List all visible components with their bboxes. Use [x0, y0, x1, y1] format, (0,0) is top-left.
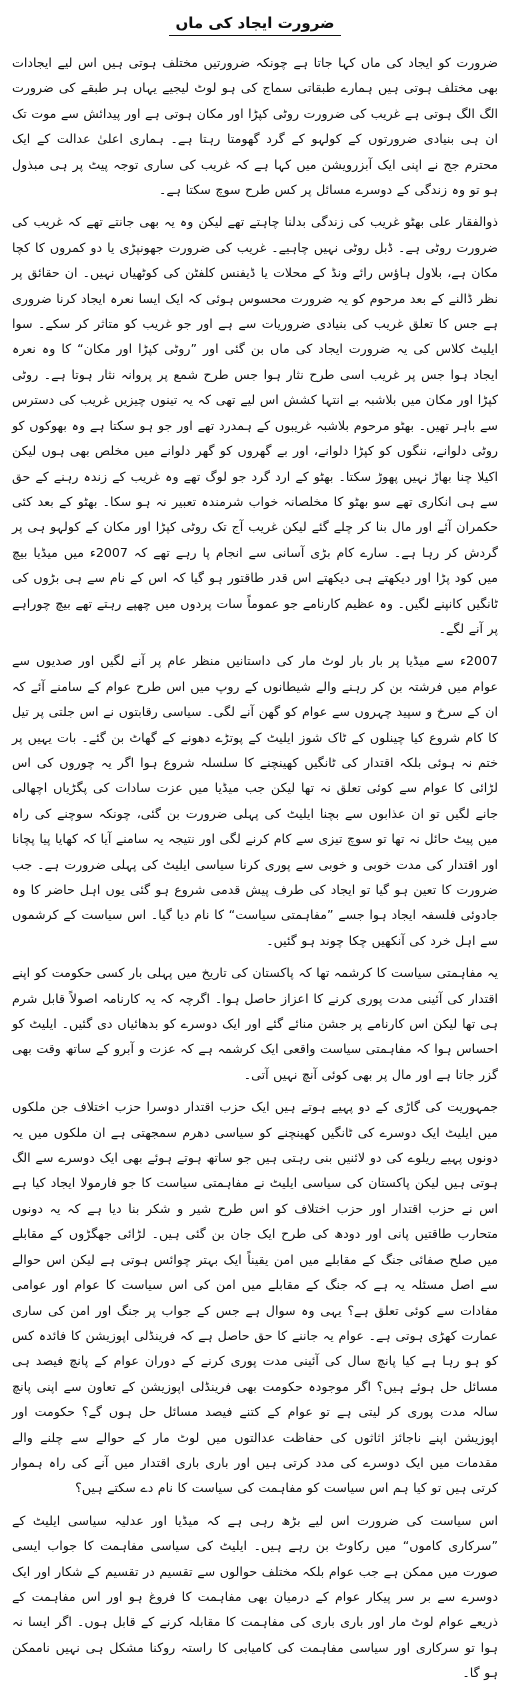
- article-title-text: ضرورت ایجاد کی ماں: [169, 12, 340, 36]
- article-paragraph-1: ضرورت کو ایجاد کی ماں کہا جاتا ہے چونکہ ضرورتیں مختلف ہوتی ہیں اس لیے ایجادات بھی مختلف ہوتی ہیں ہمارے طبقاتی سماج کی ہو لوٹ لیجیے یہاں ہر طبقے کی ضرورت الگ الگ ہوتی ہے غریب کی ضرورت روٹی کپڑا اور مکان ہوتی ہے اور پیدائش سے موت تک ان ہی بنیادی ضرورتوں کے کولہو کے گرد گھومتا رہتا ہے۔ ہماری اعلیٰ عدالت کے ایک محترم جج نے اپنی ایک آبزرویشن میں کہا ہے کہ غریب کی ساری توجہ پیٹ پر ہی مبذول ہو تو وہ زندگی کے دوسرے مسائل پر کس طرح سوچ سکتا ہے۔: [12, 55, 498, 198]
- article-title: [12, 12, 498, 36]
- article-paragraph-4: یہ مفاہمتی سیاست کا کرشمہ تھا کہ پاکستان کی تاریخ میں پہلی بار کسی حکومت کو اپنے اقتدار کی آئینی مدت پوری کرنے کا اعزاز حاصل ہوا۔ اگرچہ کہ یہ کارنامہ اصولاً قابل شرم ہی تھا لیکن اس کارنامے پر جشن منائے گئے اور ایک دوسرے کو بدھائیاں دی گئیں۔ ایلیٹ کو احساس ہوا کہ مفاہمتی سیاست واقعی ایک کرشمہ ہے کہ عزت و آبرو کے ساتھ وقت بھی گزر جاتا ہے اور مال پر بھی کوئی آنچ نہیں آتی۔: [12, 965, 498, 1082]
- article-paragraph-3: 2007ء سے میڈیا پر بار بار لوٹ مار کی داستانیں منظر عام پر آنے لگیں اور صدیوں سے عوام میں فرشتہ بن کر رہنے والے شیطانوں کے روپ میں اس طرح عوام کے سامنے آئے کہ ان کے سرخ و سپید چہروں سے عوام کو گھن آنے لگی۔ سیاسی رقابتوں نے اس جلتی پر تیل کا کام شروع کیا چینلوں کے ٹاک شوز ایلیٹ کے پوتڑے دھونے کے گھاٹ بن گئے۔ بات یہیں پر ختم نہ ہوئی بلکہ اقتدار کی ٹانگیں کھینچنے کا سلسلہ شروع ہوا اگر یہ چوروں کی اس لڑائی کا عوام سے کوئی تعلق نہ تھا لیکن جب میڈیا میں عزت سادات کی پگڑیاں اچھالی جانے لگیں تو ان عذابوں سے بچنا ایلیٹ کی پہلی ضرورت بن گئی، چونکہ سوچنے کی راہ میں پیٹ حائل نہ تھا تو سوچ تیزی سے کام کرنے لگی اور نتیجہ یہ سامنے آیا کہ کھایا پیا پچانا اور اقتدار کی مدت خوبی و خوبی سے پوری کرنا سیاسی ایلیٹ کی پہلی ضرورت ہے۔ جب ضرورت کا تعین ہو گیا تو ایجاد کی طرف پیش قدمی شروع ہو گئی یوں اہل حاضر کا وہ جادوئی فلسفہ ایجاد ہوا جسے ”مفاہمتی سیاست“ کا نام دیا گیا۔ اس سیاست کے کرشموں سے اہل خرد کی آنکھیں چکا چوند ہو گئیں۔: [12, 653, 498, 948]
- article-paragraph-5: جمہوریت کی گاڑی کے دو پہیے ہوتے ہیں ایک حزب اقتدار دوسرا حزب اختلاف جن ملکوں میں ایلیٹ ایک دوسرے کی ٹانگیں کھینچنے کو سیاسی دھرم سمجھتی ہے ان ملکوں میں یہ دونوں پہیے ریلوے کی دو لائنیں بنی رہتی ہیں جو ساتھ ہوتے ہوئے بھی ایک دوسرے سے الگ ہوتی ہیں لیکن پاکستان کی سیاسی ایلیٹ نے مفاہمتی سیاست کا جو فارمولا ایجاد کیا ہے اس نے حزب اقتدار اور حزب اختلاف کو اس طرح شیر و شکر بنا دیا ہے کہ یہ دونوں متحارب طاقتیں پانی اور دودھ کی طرح ایک جان بن گئی ہیں۔ لڑائی جھگڑوں کے مقابلے میں صلح صفائی جنگ کے مقابلے میں امن یقیناً ایک بہتر چوائس ہوتی ہے لیکن اس حوالے سے اصل مسئلہ یہ ہے کہ جنگ کے مقابلے میں امن کی اس سیاست کا عوام اور عوامی مفادات سے کوئی تعلق ہے؟ یہی وہ سوال ہے جس کے جواب پر جنگ اور امن کی ساری عمارت کھڑی ہوتی ہے۔ عوام یہ جاننے کا حق حاصل ہے کہ فرینڈلی اپوزیشن کا فائدہ کس کو ہو رہا ہے کیا پانچ سال کی آئینی مدت پوری کرنے کے دوران عوام کے پانچ فیصد ہی مسائل حل ہوئے ہیں؟ اگر موجودہ حکومت بھی فرینڈلی اپوزیشن کے تعاون سے اپنی پانچ سالہ مدت پوری کر لیتی ہے تو عوام کے کتنے فیصد مسائل حل ہوں گے؟ حکومت اور اپوزیشن اپنے ناجائز اثاثوں کی حفاظت عدالتوں میں لوٹ مار کے حوالے سے چلنے والے مقدمات میں ایک دوسرے کی مدد کرتی ہیں اور باری باری اقتدار میں آنے کی راہ ہموار کرتی ہیں تو کیا ہم اس سیاست کو مفاہمت کی سیاست کا نام دے سکتے ہیں؟: [12, 1099, 498, 1496]
- article-paragraph-6: اس سیاست کی ضرورت اس لیے بڑھ رہی ہے کہ میڈیا اور عدلیہ سیاسی ایلیٹ کے ”سرکاری کاموں“ میں رکاوٹ بن رہے ہیں۔ ایلیٹ کی سیاسی مفاہمت کا جواب ایسی صورت میں ممکن ہے جب عوام بلکہ مختلف حوالوں سے تقسیم در تقسیم کے شکار اور ایک دوسرے سے بر سر پیکار عوام کے درمیان بھی مفاہمت کا فروغ ہو اور اس مفاہمت کے ذریعے عوام لوٹ مار اور باری باری کی مفاہمت کا مقابلہ کرنے کے قابل ہوں۔ اگر ایسا نہ ہوا تو سرکاری اور سیاسی مفاہمت کی کامیابی کا راستہ روکنا مشکل ہی نہیں ناممکن ہو گا۔: [12, 1512, 498, 1681]
- article-paragraph-2: ذوالفقار علی بھٹو غریب کی زندگی بدلنا چاہتے تھے لیکن وہ یہ بھی جانتے تھے کہ غریب کی ضرورت روٹی ہے۔ ڈبل روٹی نہیں چاہیے۔ غریب کی ضرورت جھونپڑی یا دو کمروں کا کچا مکان ہے، بلاول ہاؤس رائے ونڈ کے محلات یا ڈیفنس کلفٹن کی کوٹھیاں نہیں۔ ان حقائق پر نظر ڈالنے کے بعد مرحوم کو یہ ضرورت محسوس ہوئی کہ ایک ایسا نعرہ ایجاد کرنا ضروری ہے جس کا تعلق غریب کی بنیادی ضروریات سے ہے اور جو غریب کو متاثر کر سکے۔ سوا ایلیٹ کلاس کی یہ ضرورت ایجاد کی ماں بن گئی اور ”روٹی کپڑا اور مکان“ کا وہ نعرہ ایجاد ہوا جس پر غریب اسی طرح نثار ہوا جس طرح شمع پر پروانہ نثار ہوتا ہے۔ روٹی کپڑا اور مکان میں بلاشبہ بے انتہا کشش اس لیے تھی کہ یہ تینوں چیزیں غریب کی دسترس سے باہر تھیں۔ بھٹو مرحوم بلاشبہ غریبوں کے ہمدرد تھے اور جو ہو سکتا ہے وہ بھوکوں کو روٹی دلوانے، ننگوں کو کپڑا دلوانے، اور بے گھروں کو گھر دلوانے میں مخلص بھی ہوں لیکن اکیلا چنا بھاڑ نہیں پھوڑ سکتا۔ بھٹو کے ارد گرد جو لوگ تھے وہ غریب کے زندہ رہنے کے حق سے ہی انکاری تھے سو بھٹو کا مخلصانہ خواب شرمندہ تعبیر نہ ہو سکا۔ بھٹو کے بعد کئی حکمران آئے اور مال بنا کر چلے گئے لیکن غریب آج تک روٹی کپڑا اور مکان کے کولہو ہی پر گردش کر رہا ہے۔ سارے کام بڑی آسانی سے انجام پا رہے تھے کہ 2007ء میں میڈیا بیچ میں کود پڑا اور دیکھتے ہی دیکھتے اس قدر طاقتور ہو گیا کہ اس کے نام سے ہی بڑوں کی ٹانگیں کانپنے لگیں۔ وہ عظیم کارنامے جو عموماً سات پردوں میں چھپے رہتے تھے بیچ چوراہے پر آنے لگے۔: [12, 214, 499, 636]
